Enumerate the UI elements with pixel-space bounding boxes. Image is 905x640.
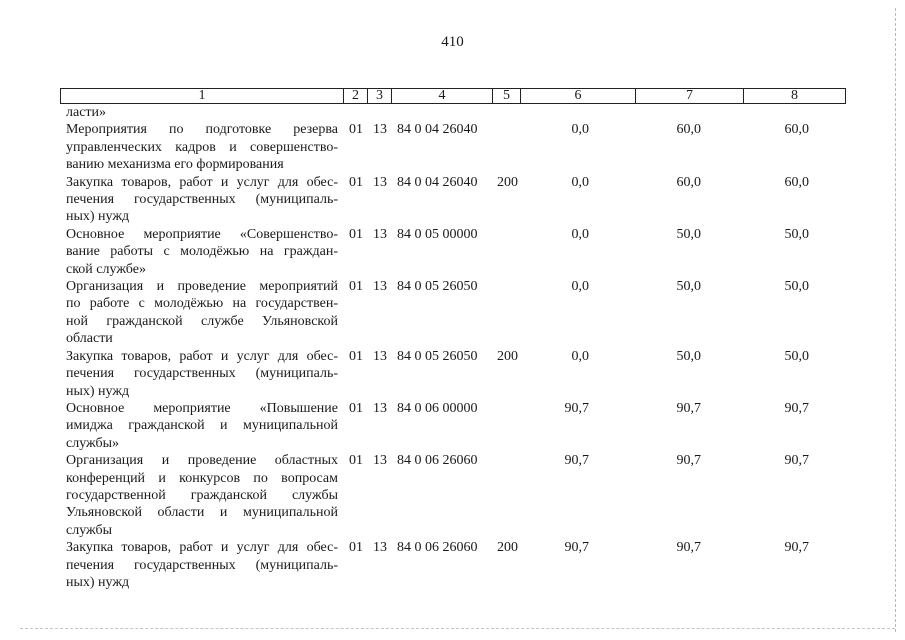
row-name-line: печения государственных (муниципаль-: [66, 366, 338, 382]
row-name-line: ных) нужд: [66, 209, 130, 225]
row-section-cell: 01: [349, 453, 363, 469]
row-name-line: по работе с молодёжью на государствен-: [66, 296, 338, 312]
row-name-line: Организация и проведение областных: [66, 453, 338, 469]
header-col-6: 6: [520, 89, 635, 103]
row-name-line: печения государственных (муниципаль-: [66, 192, 338, 208]
table-row: [66, 278, 846, 348]
row-name-line: Основное мероприятие «Совершенство-: [66, 226, 338, 242]
row-name-line: службы»: [66, 435, 120, 451]
table-row: [66, 121, 846, 173]
row-name-line: ных) нужд: [66, 574, 130, 590]
row-section-cell: 01: [349, 279, 363, 295]
row-value-col6: 0,0: [571, 348, 589, 364]
row-value-col6: 0,0: [571, 122, 589, 138]
row-subsection-cell: 13: [373, 226, 387, 242]
row-subsection-cell: 13: [373, 348, 387, 364]
row-name-line: вание работы с молодёжью на граждан-: [66, 244, 338, 260]
header-col-2: 2: [343, 89, 367, 103]
row-type-cell: 200: [497, 540, 518, 556]
row-value-col7: 60,0: [676, 174, 701, 190]
row-value-col8: 90,7: [784, 400, 809, 416]
row-value-col6: 0,0: [571, 226, 589, 242]
row-name-line: службы: [66, 522, 113, 538]
row-subsection-cell: 13: [373, 122, 387, 138]
row-section-cell: 01: [349, 174, 363, 190]
row-value-col7: 50,0: [676, 226, 701, 242]
row-name-cell: [66, 452, 338, 539]
row-name-line: ской службе»: [66, 261, 146, 277]
row-section-cell: 01: [349, 400, 363, 416]
row-subsection-cell: 13: [373, 174, 387, 190]
row-name-line: ных) нужд: [66, 383, 130, 399]
row-name-cell: [66, 121, 338, 173]
continuation-row: [66, 104, 846, 121]
row-code-cell: 84 0 04 26040: [397, 122, 478, 138]
header-col-7: 7: [635, 89, 743, 103]
row-value-col8: 50,0: [784, 279, 809, 295]
continuation-text: ласти»: [66, 105, 107, 120]
row-name-line: конференций и конкурсов по вопросам: [66, 470, 338, 486]
row-value-col7: 90,7: [676, 453, 701, 469]
table-row: [66, 348, 846, 400]
header-col-3: 3: [367, 89, 391, 103]
page-edge-right: [895, 8, 896, 632]
row-value-col6: 90,7: [564, 453, 589, 469]
row-name-line: имиджа гражданской и муниципальной: [66, 418, 338, 434]
row-name-line: Закупка товаров, работ и услуг для обес-: [66, 540, 338, 556]
row-name-cell: [66, 278, 338, 348]
row-value-col8: 60,0: [784, 174, 809, 190]
row-subsection-cell: 13: [373, 540, 387, 556]
row-value-col6: 0,0: [571, 174, 589, 190]
row-value-col8: 90,7: [784, 540, 809, 556]
table-row: [66, 400, 846, 452]
table-header-row: [60, 88, 846, 104]
row-subsection-cell: 13: [373, 453, 387, 469]
row-name-cell: [66, 348, 338, 400]
row-name-line: государственной гражданской службы: [66, 487, 338, 503]
row-type-cell: 200: [497, 348, 518, 364]
row-code-cell: 84 0 06 00000: [397, 400, 478, 416]
row-section-cell: 01: [349, 226, 363, 242]
row-section-cell: 01: [349, 540, 363, 556]
row-name-line: Мероприятия по подготовке резерва: [66, 122, 338, 138]
row-name-line: Организация и проведение мероприятий: [66, 279, 338, 295]
row-name-line: Закупка товаров, работ и услуг для обес-: [66, 348, 338, 364]
row-section-cell: 01: [349, 348, 363, 364]
row-value-col8: 50,0: [784, 226, 809, 242]
row-value-col8: 60,0: [784, 122, 809, 138]
row-name-line: ванию механизма его формирования: [66, 157, 284, 173]
row-name-line: области: [66, 331, 113, 347]
row-subsection-cell: 13: [373, 279, 387, 295]
row-name-cell: [66, 539, 338, 591]
row-name-cell: [66, 226, 338, 278]
row-name-line: печения государственных (муниципаль-: [66, 557, 338, 573]
row-value-col7: 60,0: [676, 122, 701, 138]
row-code-cell: 84 0 06 26060: [397, 453, 478, 469]
row-name-line: Закупка товаров, работ и услуг для обес-: [66, 174, 338, 190]
table-row: [66, 452, 846, 539]
table-row: [66, 226, 846, 278]
row-name-line: ной гражданской службе Ульяновской: [66, 313, 338, 329]
row-value-col7: 50,0: [676, 348, 701, 364]
row-value-col7: 50,0: [676, 279, 701, 295]
row-code-cell: 84 0 05 26050: [397, 279, 478, 295]
header-col-4: 4: [391, 89, 492, 103]
row-code-cell: 84 0 05 00000: [397, 226, 478, 242]
row-value-col6: 0,0: [571, 279, 589, 295]
row-value-col7: 90,7: [676, 400, 701, 416]
row-value-col8: 90,7: [784, 453, 809, 469]
row-value-col8: 50,0: [784, 348, 809, 364]
table-body: [66, 104, 846, 591]
header-col-5: 5: [492, 89, 520, 103]
header-col-8: 8: [743, 89, 845, 103]
row-name-line: управленческих кадров и совершенство-: [66, 139, 338, 155]
row-section-cell: 01: [349, 122, 363, 138]
row-code-cell: 84 0 06 26060: [397, 540, 478, 556]
page-number: 410: [441, 34, 464, 50]
row-type-cell: 200: [497, 174, 518, 190]
row-code-cell: 84 0 05 26050: [397, 348, 478, 364]
row-code-cell: 84 0 04 26040: [397, 174, 478, 190]
row-name-line: Ульяновской области и муниципальной: [66, 505, 338, 521]
row-subsection-cell: 13: [373, 400, 387, 416]
row-value-col6: 90,7: [564, 400, 589, 416]
row-name-line: Основное мероприятие «Повышение: [66, 400, 338, 416]
row-value-col7: 90,7: [676, 540, 701, 556]
header-col-1: 1: [198, 88, 206, 103]
row-name-cell: [66, 400, 338, 452]
row-value-col6: 90,7: [564, 540, 589, 556]
table-row: [66, 539, 846, 591]
page-edge-bottom: [20, 628, 895, 629]
table-row: [66, 174, 846, 226]
row-name-cell: [66, 174, 338, 226]
